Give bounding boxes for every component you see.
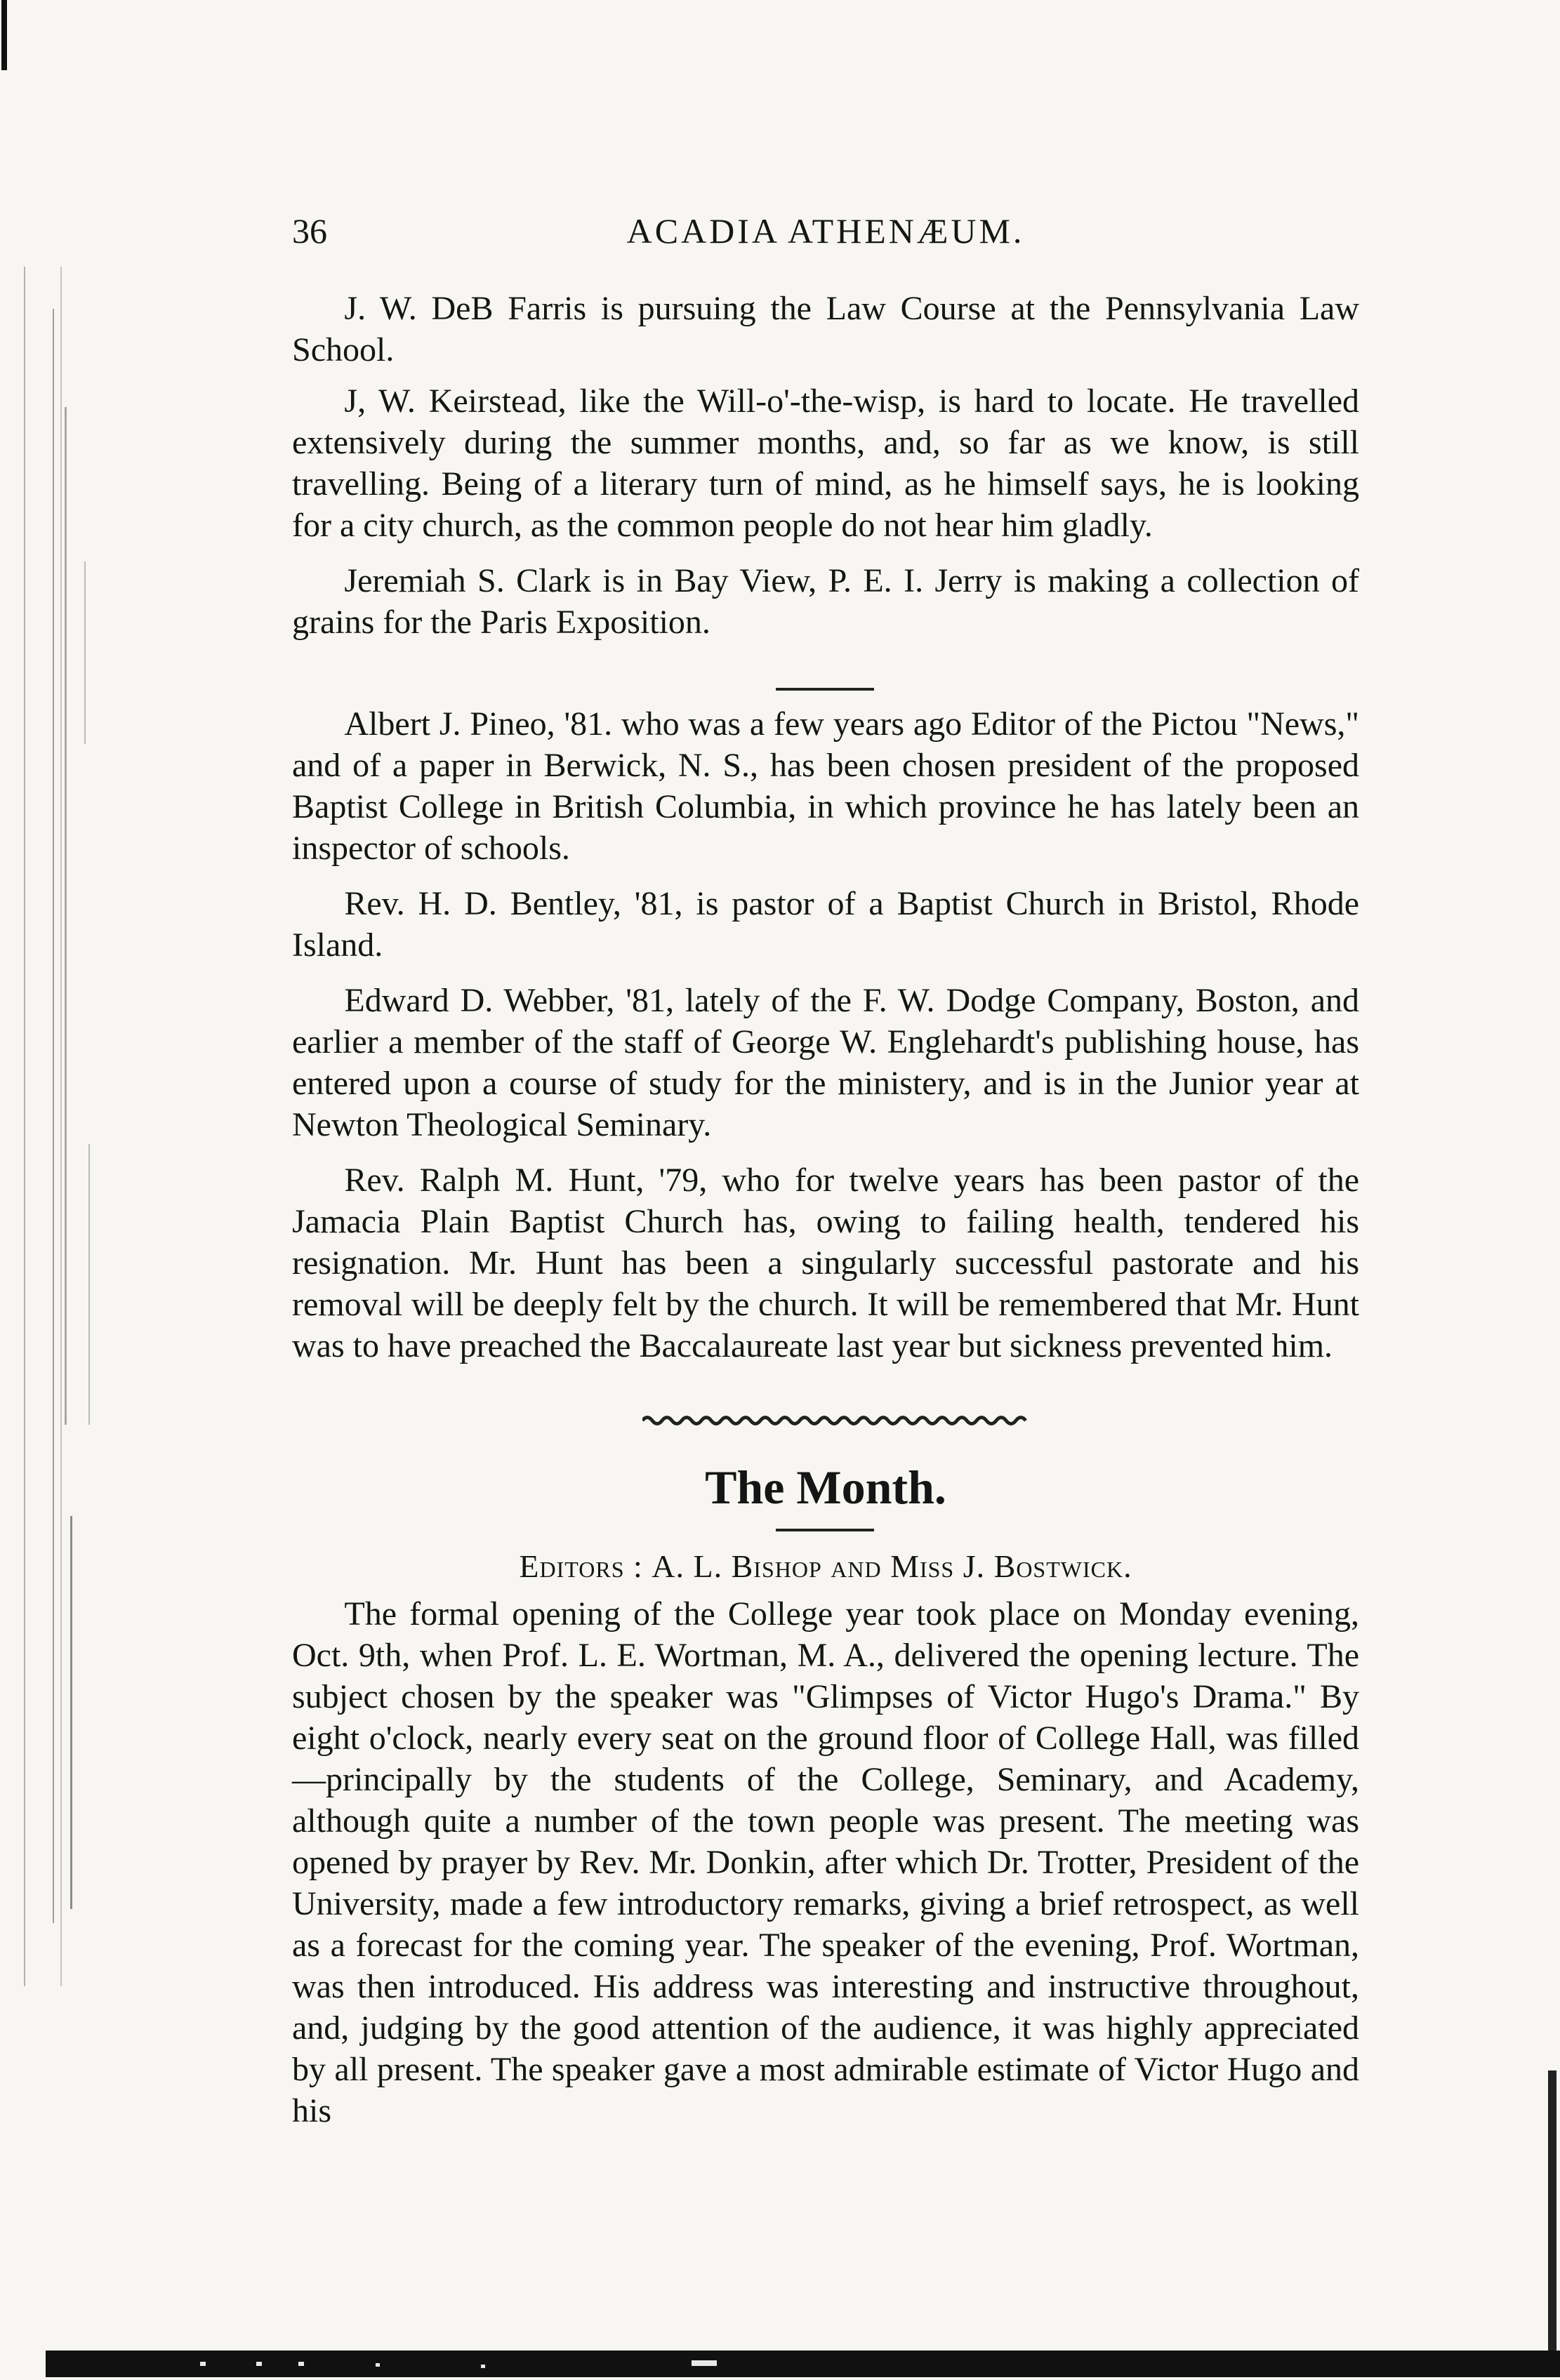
scan-bottom-bar [46, 2348, 1560, 2380]
alumni-notes-block-1 [292, 288, 1359, 657]
paragraph: Rev. Ralph M. Hunt, '79, who for twelve years has been pastor of the Jamacia Plain Baptist Church has, owing to failing health, tendered his resignation. Mr. Hunt has been a singularly successful pastorate and his removal will be deeply felt by the church. It will be remembered that Mr. Hunt was to have preached the Baccalaureate last year but sickness prevented him. [292, 1162, 1359, 1364]
alumni-notes-block-2 [292, 703, 1359, 1381]
section-divider-rule [776, 688, 874, 691]
scan-edge-mark [1548, 2070, 1556, 2351]
page-number: 36 [292, 211, 327, 251]
editors-label: Editors : [519, 1548, 643, 1584]
title-underline-rule [776, 1529, 874, 1531]
paragraph: Rev. H. D. Bentley, '81, is pastor of a Baptist Church in Bristol, Rhode Island. [292, 885, 1359, 964]
paragraph: The formal opening of the College year took place on Monday evening, Oct. 9th, when Prof. L. E. Wortman, M. A., delivered the opening lecture. The subject chosen by the speaker was "Glimpses of Victor Hugo's Drama." By eight o'clock, nearly every seat on the ground floor of College Hall, was filled—principally by the students of the College, Seminary, and Academy, although quite a number of the town people was present. The meeting was opened by prayer by Rev. Mr. Donkin, after which Dr. Trotter, President of the University, made a few introductory remarks, giving a brief retrospect, as well as a forecast for the coming year. The speaker of the evening, Prof. Wortman, was then introduced. His address was interesting and instructive throughout, and, judging by the good attention of the audience, it was highly appreciated by all present. The speaker gave a most admirable estimate of Victor Hugo and his [292, 1595, 1359, 2129]
section-title: The Month. [705, 1461, 946, 1514]
margin-scan-artifacts [14, 267, 98, 1986]
paragraph: Jeremiah S. Clark is in Bay View, P. E. I. Jerry is making a collection of grains for the Paris Exposition. [292, 562, 1359, 641]
page-header [292, 211, 1359, 260]
paragraph: J. W. DeB Farris is pursuing the Law Course at the Pennsylvania Law School. [292, 290, 1359, 368]
the-month-body [292, 1593, 1359, 2146]
decorative-ornament-rule [642, 1414, 1029, 1427]
running-title: ACADIA ATHENÆUM. [626, 211, 1025, 251]
editors-names: A. L. Bishop and Miss J. Bostwick. [652, 1548, 1132, 1584]
editors-line [292, 1548, 1359, 1585]
paragraph: J, W. Keirstead, like the Will-o'-the-wisp, is hard to locate. He travelled extensively during the summer months, and, so far as we know, is still travelling. Being of a literary turn of mind, as he himself says, he is looking for a city church, as the common people do not hear him gladly. [292, 383, 1359, 544]
paragraph: Edward D. Webber, '81, lately of the F. W. Dodge Company, Boston, and earlier a member of the staff of George W. Englehardt's publishing house, has entered upon a course of study for the ministery, and is in the Junior year at Newton Theological Seminary. [292, 982, 1359, 1143]
scan-edge-bar [1, 0, 7, 70]
paragraph: Albert J. Pineo, '81. who was a few years ago Editor of the Pictou "News," and of a paper in Berwick, N. S., has been chosen president of the proposed Baptist College in British Columbia, in which province he has lately been an inspector of schools. [292, 705, 1359, 867]
